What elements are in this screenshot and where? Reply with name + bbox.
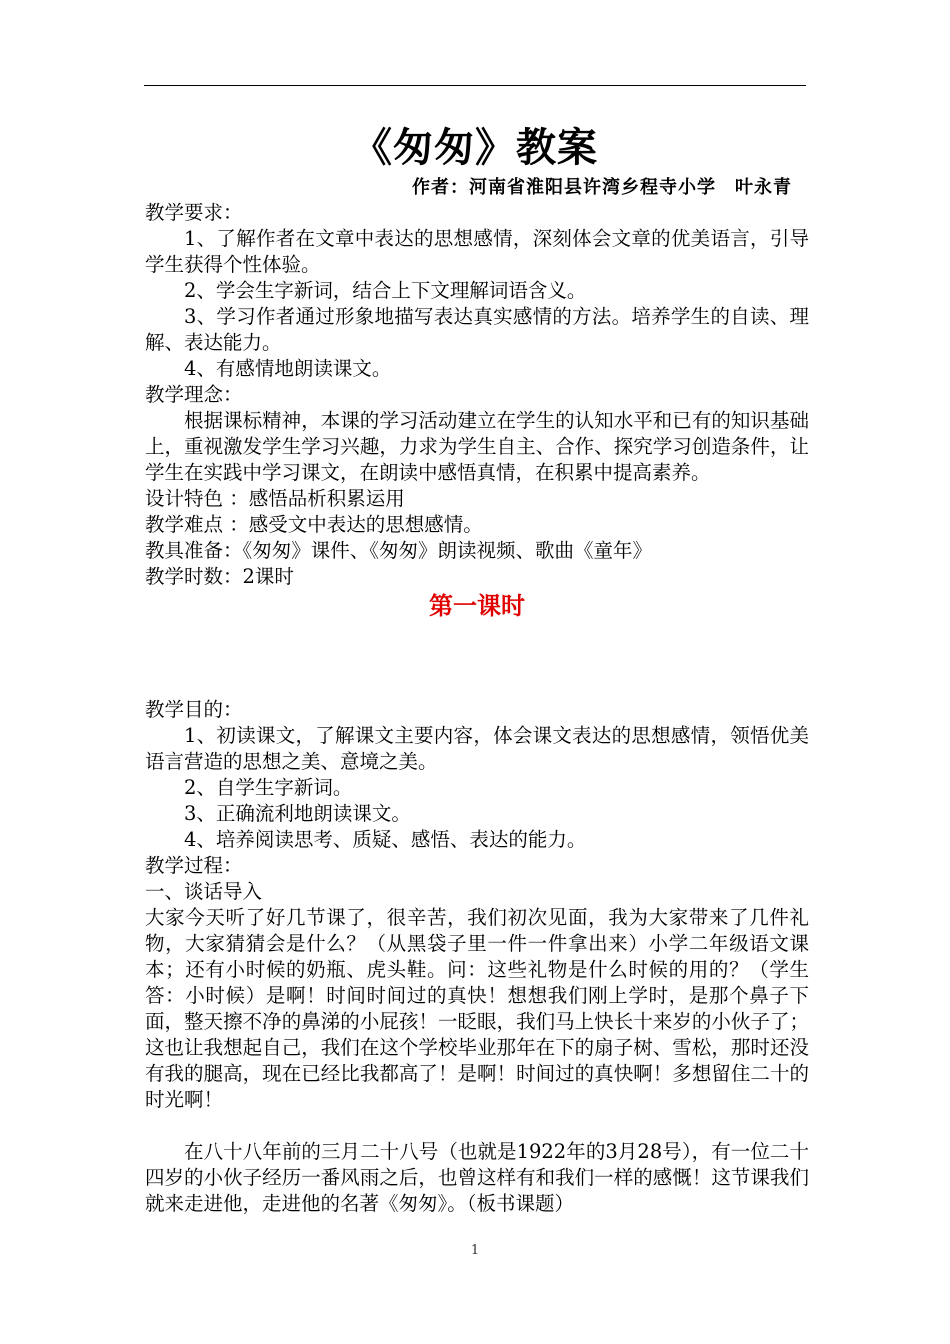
spacer [145,622,809,697]
lesson-title: 第一课时 [429,592,525,620]
teaching-hours: 教学时数：2课时 [145,565,294,588]
requirement-item: 3、学习作者通过形象地描写表达真实感情的方法。培养学生的自读、理解、表达能力。 [145,305,809,354]
philosophy-heading: 教学理念： [145,383,243,406]
document-body [145,200,809,1217]
design-feature: 设计特色 ：感悟品析积累运用 [145,487,405,510]
header-rule [144,85,806,86]
objective-item: 4、培养阅读思考、质疑、感悟、表达的能力。 [184,828,587,851]
requirement-item: 2、学会生字新词，结合上下文理解词语含义。 [184,279,587,302]
objective-item: 1、初读课文，了解课文主要内容，体会课文表达的思想感情，领悟优美语言营造的思想之美、意境之美。 [145,724,809,773]
spacer [145,1113,809,1139]
page-number: 1 [470,1243,480,1258]
philosophy-text: 根据课标精神，本课的学习活动建立在学生的认知水平和已有的知识基础上，重视激发学生学习兴趣，力求为学生自主、合作、探究学习创造条件，让学生在实践中学习课文，在朗读中感悟真情，在积累中提高素养。 [145,409,809,484]
objectives-heading: 教学目的： [145,698,243,721]
requirements-heading: 教学要求： [145,201,243,224]
process-heading: 教学过程： [145,854,243,877]
teaching-difficulty: 教学难点 ：感受文中表达的思想感情。 [145,513,483,536]
document-title: 《匆匆》教案 [352,125,598,171]
step1-paragraph: 大家今天听了好几节课了，很辛苦，我们初次见面，我为大家带来了几件礼物，大家猜猜会是什么？（从黑袋子里一件一件拿出来）小学二年级语文课本；还有小时候的奶瓶、虎头鞋。问：这些礼物是什么时候的用的？（学生答：小时候）是啊！时间时间过的真快！想想我们刚上学时，是那个鼻子下面，整天擦不净的鼻涕的小屁孩！一眨眼，我们马上快长十来岁的小伙子了；这也让我想起自己，我们在这个学校毕业那年在下的扇子树、雪松，那时还没有我的腿高，现在已经比我都高了！是啊！时间过的真快啊！多想留住二十的时光啊！ [145,906,809,1111]
teaching-materials: 教具准备：《匆匆》课件、《匆匆》朗读视频、歌曲《童年》 [145,539,653,562]
requirement-item: 1、了解作者在文章中表达的思想感情，深刻体会文章的优美语言，引导学生获得个性体验。 [145,227,809,276]
requirement-item: 4、有感情地朗读课文。 [184,357,392,380]
step1-paragraph-2: 在八十八年前的三月二十八号（也就是1922年的3月28号），有一位二十四岁的小伙子经历一番风雨之后，也曾这样有和我们一样的感慨！这节课我们就来走进他，走进他的名著《匆匆》。（板书课题） [145,1140,809,1215]
step1-heading: 一、谈话导入 [145,880,263,903]
objective-item: 3、正确流利地朗读课文。 [184,802,411,825]
author-line: 作者：河南省淮阳县许湾乡程寺小学 叶永青 [412,177,792,198]
objective-item: 2、自学生字新词。 [184,776,353,799]
